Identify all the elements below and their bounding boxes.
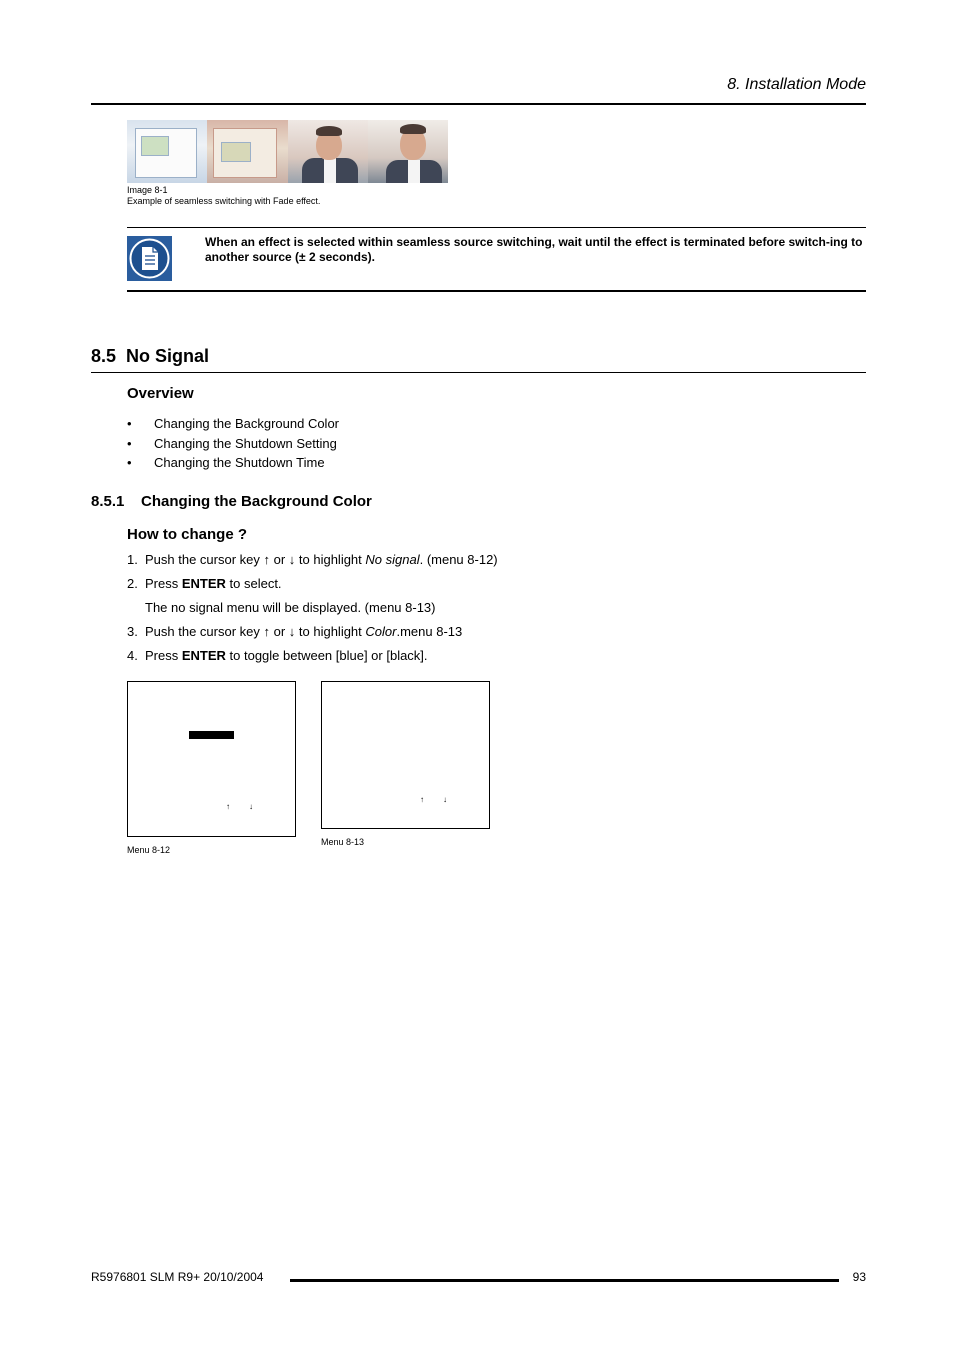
section-title xyxy=(91,346,209,367)
footer-doc-info: R5976801 SLM R9+ 20/10/2004 xyxy=(91,1270,264,1284)
menu-highlight-bar xyxy=(189,731,234,739)
howto-heading: How to change ? xyxy=(127,526,247,543)
bullet-icon: • xyxy=(127,416,132,431)
chapter-title: 8. Installation Mode xyxy=(727,76,866,93)
step-text: Push the cursor key ↑ or ↓ to highlight No signal. (menu 8-12) xyxy=(145,552,498,567)
footer-rule xyxy=(290,1279,839,1282)
figure-caption: Example of seamless switching with Fade effect. xyxy=(127,196,321,206)
section-title-text: No Signal xyxy=(126,346,210,366)
subsection-title xyxy=(91,493,372,510)
image-panel-speaker-1 xyxy=(288,120,368,183)
list-item-text: Changing the Shutdown Setting xyxy=(154,435,337,451)
step-text: Press ENTER to select. xyxy=(145,576,282,591)
fade-effect-image xyxy=(127,120,448,183)
list-item-text: Changing the Shutdown Time xyxy=(154,455,325,470)
arrow-up-icon: ↑ xyxy=(420,795,424,804)
image-panel-speaker-2 xyxy=(368,120,448,183)
arrow-down-icon: ↓ xyxy=(443,795,447,804)
note-text: When an effect is selected within seamless source switching, wait until the effect is terminated before switch-ing to another source (± 2 seconds). xyxy=(205,235,863,264)
section-rule xyxy=(91,372,866,373)
note-document-icon xyxy=(127,236,172,281)
subsection-title-text: Changing the Background Color xyxy=(141,493,372,510)
arrow-up-icon: ↑ xyxy=(226,802,230,811)
section-number: 8.5 xyxy=(91,346,117,366)
step-text: Press ENTER to toggle between [blue] or [black]. xyxy=(145,648,428,663)
subsection-number: 8.5.1 xyxy=(91,493,125,510)
bullet-icon: • xyxy=(127,455,132,470)
menu-8-12 xyxy=(127,681,296,837)
figure-number: Image 8-1 xyxy=(127,185,168,195)
menu-8-13-caption: Menu 8-13 xyxy=(321,837,365,847)
overview-heading: Overview xyxy=(127,385,194,402)
image-panel-presentation-1 xyxy=(127,120,207,183)
menu-8-13 xyxy=(321,681,490,829)
list-item-text: Changing the Background Color xyxy=(154,416,340,431)
step-number: 1. xyxy=(127,552,138,567)
header-rule xyxy=(91,103,866,105)
step-number: 4. xyxy=(127,648,138,663)
image-panel-presentation-2 xyxy=(207,120,287,183)
step-text: The no signal menu will be displayed. (menu 8-13) xyxy=(145,600,436,615)
bullet-icon: • xyxy=(127,435,132,451)
note-rule-top xyxy=(127,227,866,228)
arrow-down-icon: ↓ xyxy=(249,802,253,811)
note-rule-bottom xyxy=(127,290,866,292)
step-number: 2. xyxy=(127,576,138,591)
page-number: 93 xyxy=(852,1270,866,1284)
step-text: Push the cursor key ↑ or ↓ to highlight Color.menu 8-13 xyxy=(145,624,463,639)
menu-8-12-caption: Menu 8-12 xyxy=(127,845,171,855)
step-number: 3. xyxy=(127,624,138,639)
